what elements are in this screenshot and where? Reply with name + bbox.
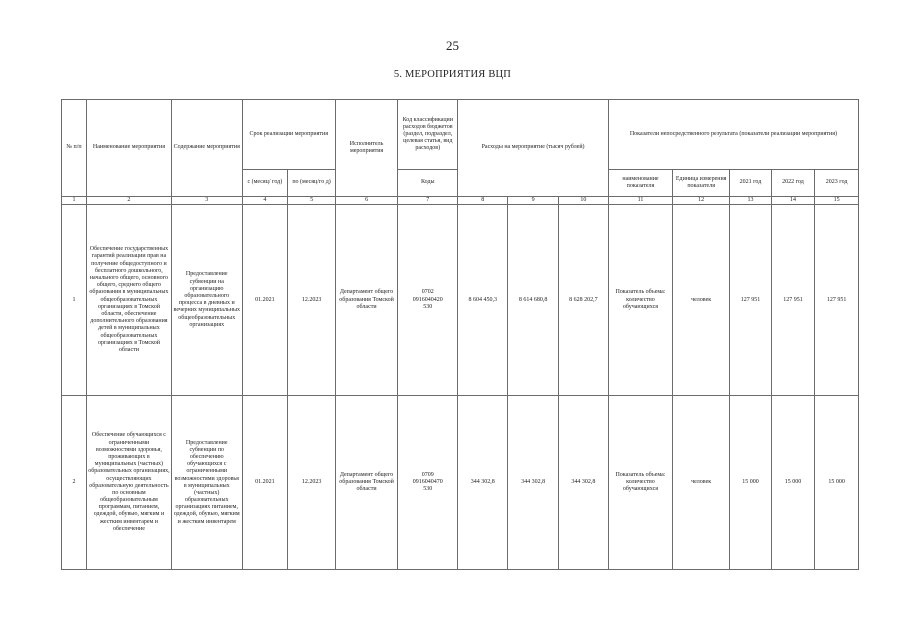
column-number: 12	[673, 197, 730, 205]
column-number: 4	[242, 197, 288, 205]
table-row	[62, 396, 859, 570]
column-number: 7	[398, 197, 458, 205]
row-to: 12.2023	[288, 205, 336, 396]
row-content: Предоставление субвенции по обеспечению обучающихся с ограниченными возможностями здоровья в муниципальных (частных) образовательных организациях питанием, одеждой, обувью, мягким и жестким инвентарем	[171, 396, 242, 570]
row-ind-2021: 15 000	[730, 396, 772, 570]
measures-table	[61, 99, 859, 570]
header-ind-2022: 2022 год	[771, 170, 815, 197]
header-name: Наименование мероприятия	[86, 100, 171, 197]
table-row	[62, 205, 859, 396]
row-ind-2022: 15 000	[771, 396, 815, 570]
row-ind-2022: 127 951	[771, 205, 815, 396]
column-number: 10	[559, 197, 609, 205]
row-ind-2021: 127 951	[730, 205, 772, 396]
row-executor: Департамент общего образования Томской области	[335, 205, 397, 396]
row-indicator: Показатель объема: количество обучающихся	[608, 205, 672, 396]
header-executor: Исполнитель мероприятия	[335, 100, 397, 197]
column-number: 9	[508, 197, 559, 205]
row-codes: 0709 0916040470 530	[398, 396, 458, 570]
column-number: 13	[730, 197, 772, 205]
column-number: 2	[86, 197, 171, 205]
row-from: 01.2021	[242, 396, 288, 570]
header-num: № п/п	[62, 100, 87, 197]
header-ind-2023: 2023 год	[815, 170, 859, 197]
header-to: по (месяц/го д)	[288, 170, 336, 197]
row-executor: Департамент общего образования Томской области	[335, 396, 397, 570]
header-period: Срок реализации мероприятия	[242, 100, 335, 170]
column-number: 8	[458, 197, 508, 205]
row-name: Обеспечение государственных гарантий реализации прав на получение общедоступного и бесплатного дошкольного, начального общего, основного общего, среднего общего образования в муниципальных общеобразовательных организациях в Томской области, обеспечение дополнительного образования детей в муниципальных общеобразовательных организациях в Томской области	[86, 205, 171, 396]
row-indicator: Показатель объема: количество обучающихся	[608, 396, 672, 570]
row-expense-2021: 8 604 450,3	[458, 205, 508, 396]
page-number: 25	[446, 38, 459, 53]
row-from: 01.2021	[242, 205, 288, 396]
column-numbers-row	[62, 197, 859, 205]
column-number: 5	[288, 197, 336, 205]
header-unit: Единица измерения показателя	[673, 170, 730, 197]
row-expense-2022: 344 302,8	[508, 396, 559, 570]
header-expenses: Расходы на мероприятие (тысяч рублей)	[458, 100, 608, 197]
column-number: 15	[815, 197, 859, 205]
row-content: Предоставление субвенции на организацию образовательного процесса в дневных и вечерних муниципальных общеобразовательных организациях	[171, 205, 242, 396]
row-num: 2	[62, 396, 87, 570]
header-codes: Коды	[398, 170, 458, 197]
column-number: 6	[335, 197, 397, 205]
column-number: 14	[771, 197, 815, 205]
header-code-classification: Код классификации расходов бюджетов (раздел, подраздел, целевая статья, вид расходов)	[398, 100, 458, 170]
header-indicators: Показатели непосредственного результата (показатели реализации мероприятия)	[608, 100, 858, 170]
row-unit: человек	[673, 396, 730, 570]
header-content: Содержание мероприятия	[171, 100, 242, 197]
header-from: с (месяц/ год)	[242, 170, 288, 197]
column-number: 3	[171, 197, 242, 205]
row-expense-2021: 344 302,8	[458, 396, 508, 570]
row-expense-2023: 344 302,8	[559, 396, 609, 570]
row-to: 12.2023	[288, 396, 336, 570]
row-num: 1	[62, 205, 87, 396]
row-ind-2023: 15 000	[815, 396, 859, 570]
header-indicator-name: наименование показателя	[608, 170, 672, 197]
header-ind-2021: 2021 год	[730, 170, 772, 197]
row-codes: 0702 0916040420 530	[398, 205, 458, 396]
row-unit: человек	[673, 205, 730, 396]
row-name: Обеспечение обучающихся с ограниченными возможностями здоровья, проживающих в муниципальных (частных) образовательных организациях, осуществляющих образовательную деятельность по основным общеобразовательным программам, питанием, одеждой, обувью, мягким и жестким инвентарем и обеспечение	[86, 396, 171, 570]
column-number: 11	[608, 197, 672, 205]
row-ind-2023: 127 951	[815, 205, 859, 396]
row-expense-2022: 8 614 680,8	[508, 205, 559, 396]
document-title: 5. МЕРОПРИЯТИЯ ВЦП	[393, 69, 512, 80]
column-number: 1	[62, 197, 87, 205]
row-expense-2023: 8 628 202,7	[559, 205, 609, 396]
